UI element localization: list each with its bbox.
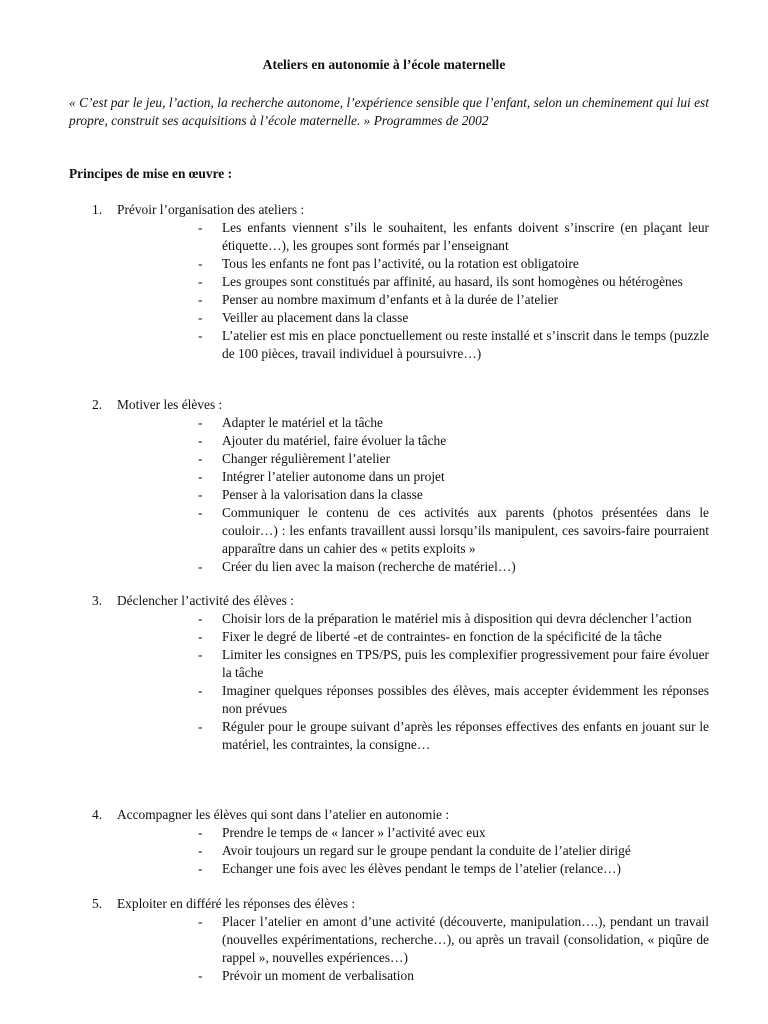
list-item-text: Les groupes sont constitués par affinité, au hasard, ils sont homogènes ou hétérogènes bbox=[222, 274, 683, 289]
list-item-text: Changer régulièrement l’atelier bbox=[222, 451, 391, 466]
bullet-dash: - bbox=[198, 505, 203, 520]
section-heading bbox=[0, 806, 768, 824]
bullet-list bbox=[0, 414, 768, 576]
section-title: Motiver les élèves : bbox=[117, 397, 223, 412]
section-number: 5. bbox=[92, 896, 103, 911]
section-number: 4. bbox=[92, 807, 103, 822]
list-item bbox=[198, 255, 709, 273]
list-item bbox=[198, 842, 709, 860]
list-item bbox=[198, 558, 709, 576]
list-item-text: Ajouter du matériel, faire évoluer la tâche bbox=[222, 433, 447, 448]
list-item-text: L’atelier est mis en place ponctuellement ou reste installé et s’inscrit dans le temps (puzzle de 100 pièces, travail individuel à poursuivre…) bbox=[222, 328, 709, 361]
bullet-dash: - bbox=[198, 469, 203, 484]
bullet-dash: - bbox=[198, 968, 203, 983]
bullet-dash: - bbox=[198, 433, 203, 448]
principles-heading: Principes de mise en œuvre : bbox=[69, 166, 233, 181]
list-item bbox=[198, 718, 709, 754]
list-item-text: Veiller au placement dans la classe bbox=[222, 310, 409, 325]
section-title: Accompagner les élèves qui sont dans l’atelier en autonomie : bbox=[117, 807, 450, 822]
list-item bbox=[198, 327, 709, 363]
section-heading bbox=[0, 201, 768, 219]
bullet-dash: - bbox=[198, 825, 203, 840]
section-heading bbox=[0, 592, 768, 610]
list-item bbox=[198, 504, 709, 558]
list-item-text: Penser à la valorisation dans la classe bbox=[222, 487, 423, 502]
section-declencher bbox=[0, 592, 768, 754]
section-title: Exploiter en différé les réponses des élèves : bbox=[117, 896, 356, 911]
bullet-dash: - bbox=[198, 611, 203, 626]
bullet-dash: - bbox=[198, 861, 203, 876]
bullet-dash: - bbox=[198, 274, 203, 289]
section-title: Prévoir l’organisation des ateliers : bbox=[117, 202, 305, 217]
list-item bbox=[198, 646, 709, 682]
list-item-text: Imaginer quelques réponses possibles des élèves, mais accepter évidemment les réponses non prévues bbox=[222, 683, 709, 716]
section-number: 2. bbox=[92, 397, 103, 412]
section-title: Déclencher l’activité des élèves : bbox=[117, 593, 294, 608]
bullet-dash: - bbox=[198, 256, 203, 271]
section-exploiter bbox=[0, 895, 768, 985]
list-item bbox=[198, 913, 709, 967]
bullet-dash: - bbox=[198, 451, 203, 466]
list-item bbox=[198, 486, 709, 504]
list-item-text: Penser au nombre maximum d’enfants et à la durée de l’atelier bbox=[222, 292, 559, 307]
list-item-text: Limiter les consignes en TPS/PS, puis les complexifier progressivement pour faire évoluer la tâche bbox=[222, 647, 709, 680]
list-item bbox=[198, 450, 709, 468]
list-item-text: Echanger une fois avec les élèves pendant le temps de l’atelier (relance…) bbox=[222, 861, 621, 876]
section-number: 3. bbox=[92, 593, 103, 608]
bullet-list bbox=[0, 610, 768, 754]
list-item bbox=[198, 468, 709, 486]
list-item-text: Fixer le degré de liberté -et de contraintes- en fonction de la spécificité de la tâche bbox=[222, 629, 662, 644]
bullet-dash: - bbox=[198, 328, 203, 343]
list-item-text: Tous les enfants ne font pas l’activité, ou la rotation est obligatoire bbox=[222, 256, 579, 271]
bullet-dash: - bbox=[198, 719, 203, 734]
bullet-dash: - bbox=[198, 647, 203, 662]
bullet-dash: - bbox=[198, 629, 203, 644]
list-item-text: Les enfants viennent s’ils le souhaitent, les enfants doivent s’inscrire (en plaçant leur étiquette…), les groupes sont formés par l’enseignant bbox=[222, 220, 709, 253]
list-item-text: Placer l’atelier en amont d’une activité (découverte, manipulation….), pendant un travail (nouvelles expérimentations, recherche…), ou après un travail (consolidation, « piqûre de rappel », nouvelles expériences…) bbox=[222, 914, 709, 965]
bullet-dash: - bbox=[198, 914, 203, 929]
section-accompagner bbox=[0, 806, 768, 878]
section-motiver bbox=[0, 396, 768, 576]
list-item bbox=[198, 610, 709, 628]
list-item bbox=[198, 967, 709, 985]
section-heading bbox=[0, 396, 768, 414]
bullet-dash: - bbox=[198, 683, 203, 698]
bullet-list bbox=[0, 824, 768, 878]
bullet-dash: - bbox=[198, 415, 203, 430]
list-item-text: Créer du lien avec la maison (recherche de matériel…) bbox=[222, 559, 516, 574]
bullet-dash: - bbox=[198, 487, 203, 502]
bullet-dash: - bbox=[198, 292, 203, 307]
bullet-dash: - bbox=[198, 843, 203, 858]
list-item-text: Choisir lors de la préparation le matériel mis à disposition qui devra déclencher l’action bbox=[222, 611, 692, 626]
list-item bbox=[198, 291, 709, 309]
section-number: 1. bbox=[92, 202, 103, 217]
bullet-dash: - bbox=[198, 559, 203, 574]
list-item-text: Prévoir un moment de verbalisation bbox=[222, 968, 414, 983]
list-item bbox=[198, 414, 709, 432]
list-item-text: Réguler pour le groupe suivant d’après les réponses effectives des enfants en jouant sur le matériel, les contraintes, la consigne… bbox=[222, 719, 709, 752]
bullet-list bbox=[0, 219, 768, 363]
list-item bbox=[198, 432, 709, 450]
section-organisation bbox=[0, 201, 768, 363]
list-item bbox=[198, 628, 709, 646]
list-item-text: Avoir toujours un regard sur le groupe pendant la conduite de l’atelier dirigé bbox=[222, 843, 631, 858]
list-item-text: Adapter le matériel et la tâche bbox=[222, 415, 383, 430]
programmes-quote: « C’est par le jeu, l’action, la recherche autonome, l’expérience sensible que l’enfant, selon un cheminement qui lui est propre, construit ses acquisitions à l’école maternelle. » Programmes de 2002 bbox=[69, 95, 709, 128]
list-item bbox=[198, 309, 709, 327]
list-item bbox=[198, 273, 709, 291]
list-item bbox=[198, 824, 709, 842]
list-item-text: Communiquer le contenu de ces activités aux parents (photos présentées dans le couloir…) : les enfants travaillent aussi lorsqu’ils manipulent, ces savoirs-faire pourraient apparaître dans un cahier des « petits exploits » bbox=[222, 505, 709, 556]
bullet-list bbox=[0, 913, 768, 985]
section-heading bbox=[0, 895, 768, 913]
bullet-dash: - bbox=[198, 310, 203, 325]
bullet-dash: - bbox=[198, 220, 203, 235]
list-item bbox=[198, 682, 709, 718]
list-item bbox=[198, 219, 709, 255]
list-item-text: Intégrer l’atelier autonome dans un projet bbox=[222, 469, 445, 484]
document-title: Ateliers en autonomie à l’école maternelle bbox=[262, 57, 506, 72]
list-item bbox=[198, 860, 709, 878]
list-item-text: Prendre le temps de « lancer » l’activité avec eux bbox=[222, 825, 486, 840]
